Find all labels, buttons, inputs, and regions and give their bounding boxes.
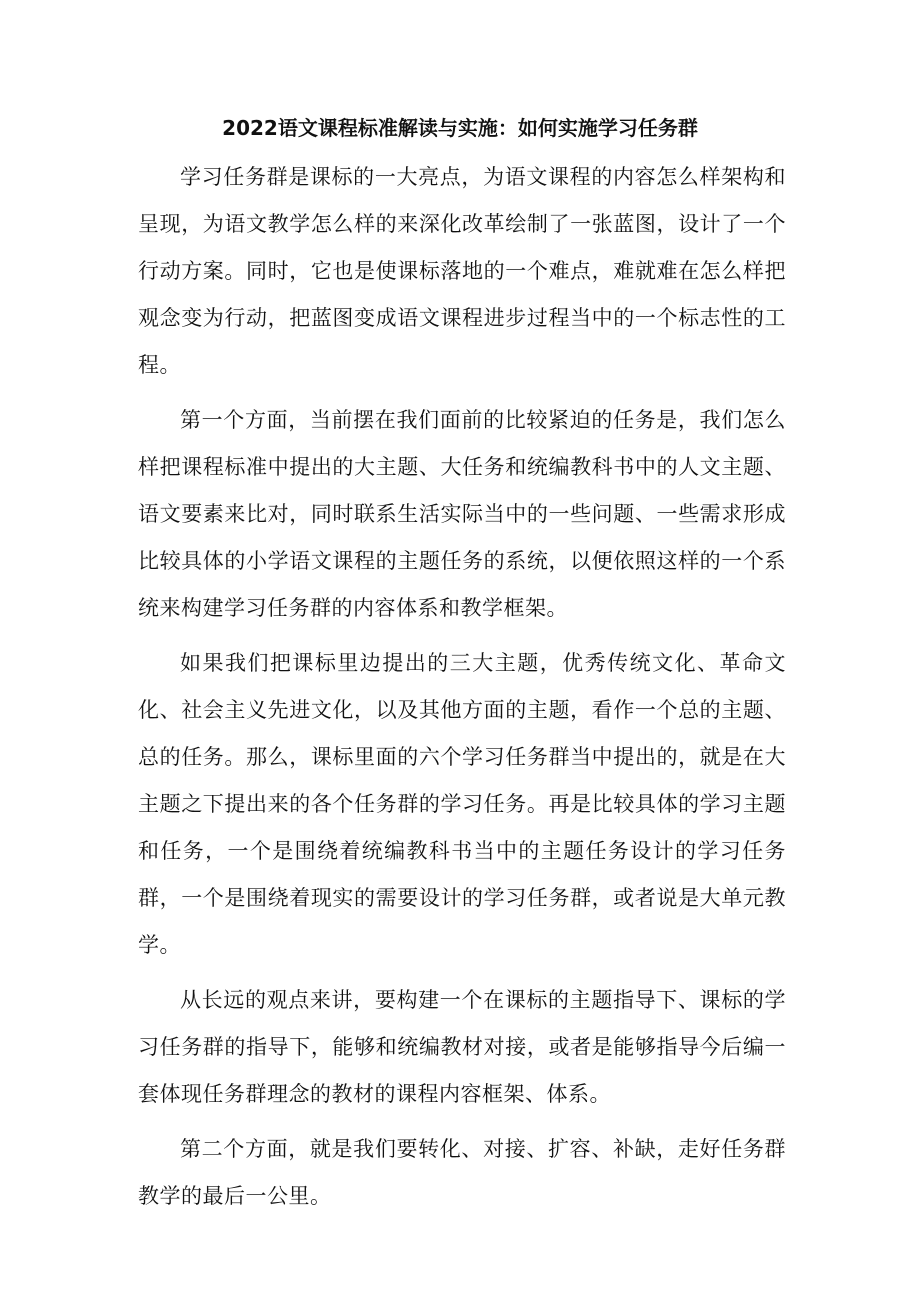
paragraph-1: 学习任务群是课标的一大亮点，为语文课程的内容怎么样架构和呈现，为语文教学怎么样的来深化改革绘制了一张蓝图，设计了一个行动方案。同时，它也是使课标落地的一个难点，难就难在怎么样把观念变为行动，把蓝图变成语文课程进步过程当中的一个标志性的工程。 — [138, 165, 786, 377]
document-body — [138, 154, 786, 1228]
paragraph-3: 如果我们把课标里边提出的三大主题，优秀传统文化、革命文化、社会主义先进文化，以及其他方面的主题，看作一个总的主题、总的任务。那么，课标里面的六个学习任务群当中提出的，就是在大主题之下提出来的各个任务群的学习任务。再是比较具体的学习主题和任务，一个是围绕着统编教科书当中的主题任务设计的学习任务群，一个是围绕着现实的需要设计的学习任务群，或者说是大单元教学。 — [138, 651, 786, 957]
paragraph-5: 第二个方面，就是我们要转化、对接、扩容、补缺，走好任务群教学的最后一公里。 — [138, 1137, 786, 1208]
paragraph-4: 从长远的观点来讲，要构建一个在课标的主题指导下、课标的学习任务群的指导下，能够和统编教材对接，或者是能够指导今后编一套体现任务群理念的教材的课程内容框架、体系。 — [138, 988, 786, 1106]
paragraph-2: 第一个方面，当前摆在我们面前的比较紧迫的任务是，我们怎么样把课程标准中提出的大主题、大任务和统编教科书中的人文主题、语文要素来比对，同时联系生活实际当中的一些问题、一些需求形成比较具体的小学语文课程的主题任务的系统，以便依照这样的一个系统来构建学习任务群的内容体系和教学框架。 — [138, 408, 786, 620]
document-title: 2022语文课程标准解读与实施：如何实施学习任务群 — [222, 116, 698, 140]
